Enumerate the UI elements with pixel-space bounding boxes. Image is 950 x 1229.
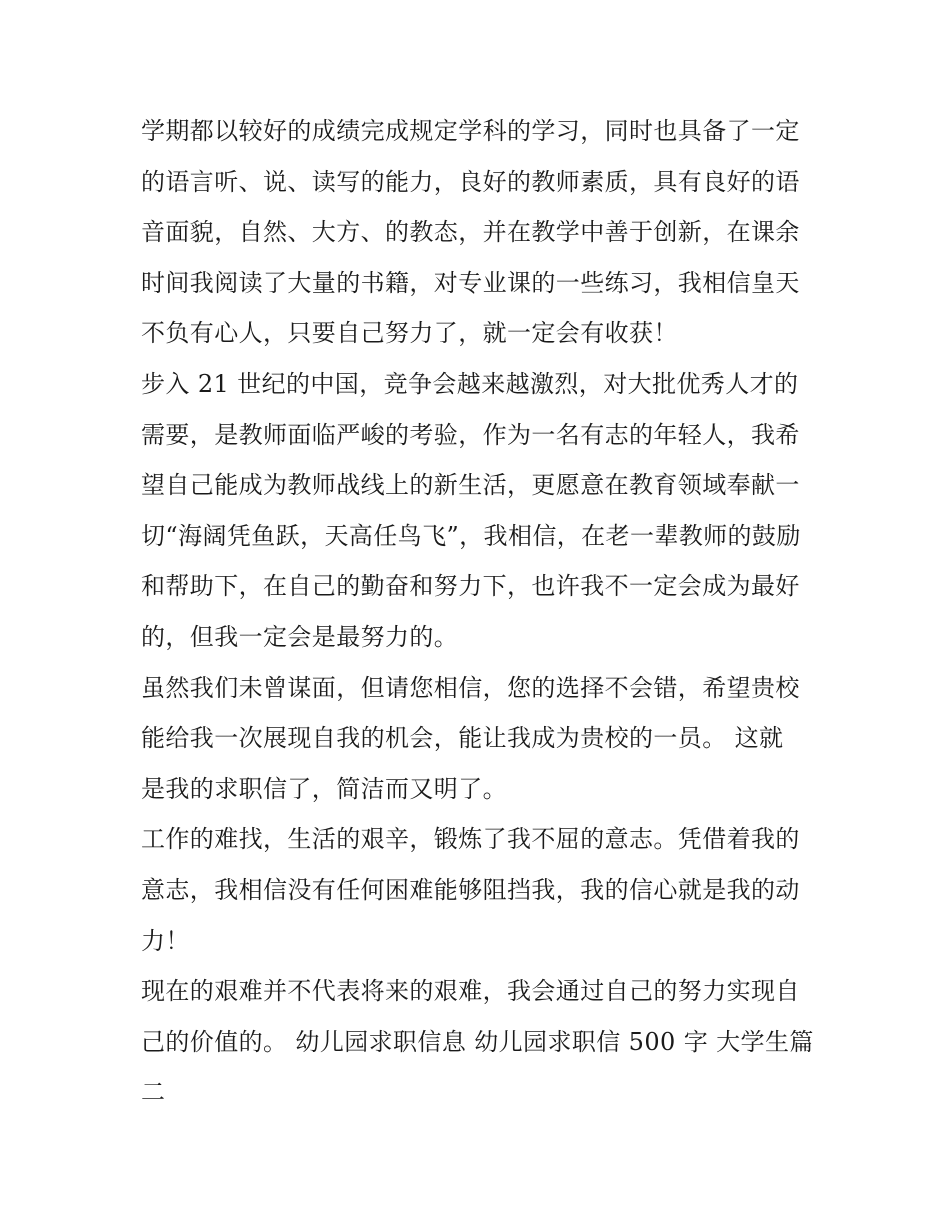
text-line: 和帮助下，在自己的勤奋和努力下，也许我不一定会成为最好 [141,572,800,601]
text-line: 步入 21 世纪的中国，竞争会越来越激烈，对大批优秀人才的 [141,369,799,398]
document-body [141,106,813,1118]
text-line: 需要，是教师面临严峻的考验，作为一名有志的年轻人，我希 [141,420,800,449]
text-line: 力！ [141,926,190,955]
text-line: 音面貌，自然、大方、的教态，并在教学中善于创新，在课余 [141,218,800,247]
text-line: 现在的艰难并不代表将来的艰难，我会通过自己的努力实现自 [141,977,800,1006]
text-line: 工作的难找，生活的艰辛，锻炼了我不屈的意志。凭借着我的 [141,825,800,854]
text-line: 时间我阅读了大量的书籍，对专业课的一些练习，我相信皇天 [141,268,800,297]
text-line: 学期都以较好的成绩完成规定学科的学习，同时也具备了一定 [141,117,800,145]
text-line: 切“海阔凭鱼跃，天高任鸟飞”，我相信，在老一辈教师的鼓励 [141,521,801,550]
text-line: 的，但我一定会是最努力的。 [141,622,459,651]
text-line: 己的价值的。 幼儿园求职信息 幼儿园求职信 500 字 大学生篇 [141,1027,814,1056]
text-line: 的语言听、说、读写的能力，良好的教师素质，具有良好的语 [141,167,800,196]
text-line: 望自己能成为教师战线上的新生活，更愿意在教育领域奉献一 [141,471,800,500]
text-line: 虽然我们未曾谋面，但请您相信，您的选择不会错，希望贵校 [141,673,800,702]
text-line: 是我的求职信了，简洁而又明了。 [141,774,507,803]
text-line: 意志，我相信没有任何困难能够阻挡我，我的信心就是我的动 [141,875,800,904]
text-line: 二 [141,1078,166,1107]
text-line: 不负有心人，只要自己努力了，就一定会有收获！ [141,319,678,348]
text-line: 能给我一次展现自我的机会，能让我成为贵校的一员。 这就 [141,724,784,753]
